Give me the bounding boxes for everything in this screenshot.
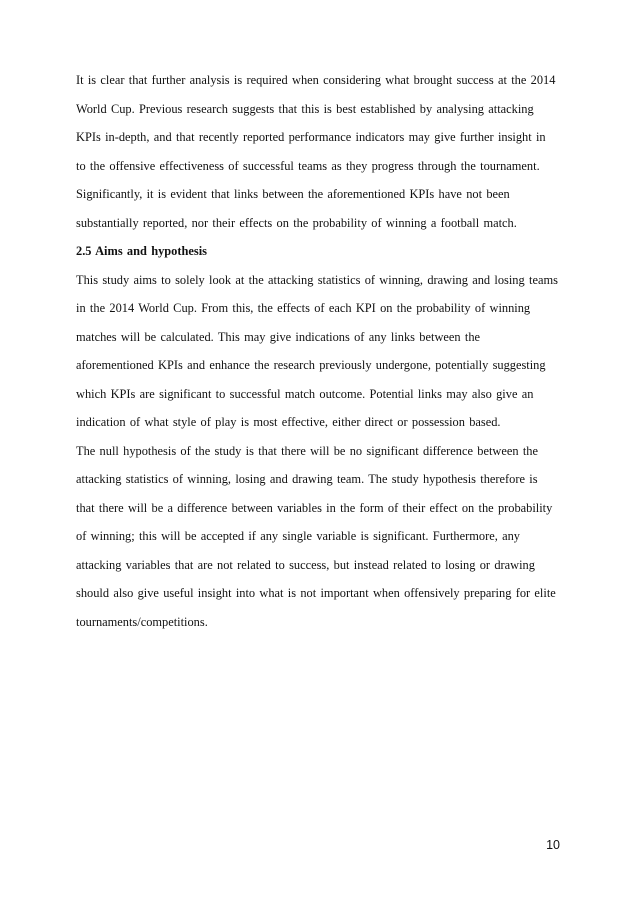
text-line: in the 2014 World Cup. From this, the effects of each KPI on the probability of winning (76, 301, 531, 315)
text-line: of winning; this will be accepted if any single variable is significant. Furthermore, any (76, 529, 520, 543)
text-line: matches will be calculated. This may give indications of any links between the (76, 329, 481, 344)
text-line: World Cup. Previous research suggests that this is best established by analysing attacking (76, 101, 534, 116)
text-line: attacking statistics of winning, losing and drawing team. The study hypothesis therefore is (76, 472, 538, 486)
section-heading: 2.5 Aims and hypothesis (76, 244, 207, 258)
paragraph-2 (76, 266, 568, 437)
text-line: The null hypothesis of the study is that there will be no significant difference between the (76, 443, 538, 458)
text-line: should also give useful insight into what is not important when offensively preparing for elite (76, 586, 556, 600)
text-line: which KPIs are significant to successful match outcome. Potential links may also give an (76, 386, 534, 401)
text-line: to the offensive effectiveness of successful teams as they progress through the tournament. (76, 158, 540, 173)
text-line: Significantly, it is evident that links between the aforementioned KPIs have not been (76, 187, 510, 201)
paragraph-1 (76, 66, 568, 237)
text-line: aforementioned KPIs and enhance the research previously undergone, potentially suggesting (76, 358, 546, 372)
text-line: KPIs in-depth, and that recently reported performance indicators may give further insight in (76, 130, 546, 144)
paragraph-3 (76, 437, 568, 637)
page-number: 10 (546, 838, 560, 852)
text-line: It is clear that further analysis is required when considering what brought success at the 2014 (76, 73, 556, 87)
text-line: indication of what style of play is most effective, either direct or possession based. (76, 415, 501, 429)
text-line: substantially reported, nor their effects on the probability of winning a football match. (76, 215, 517, 230)
text-line: attacking variables that are not related to success, but instead related to losing or drawing (76, 557, 535, 572)
text-line: This study aims to solely look at the attacking statistics of winning, drawing and losing teams (76, 272, 558, 287)
document-body (76, 66, 568, 636)
text-line: tournaments/competitions. (76, 614, 208, 629)
text-line: that there will be a difference between variables in the form of their effect on the probability (76, 500, 553, 515)
